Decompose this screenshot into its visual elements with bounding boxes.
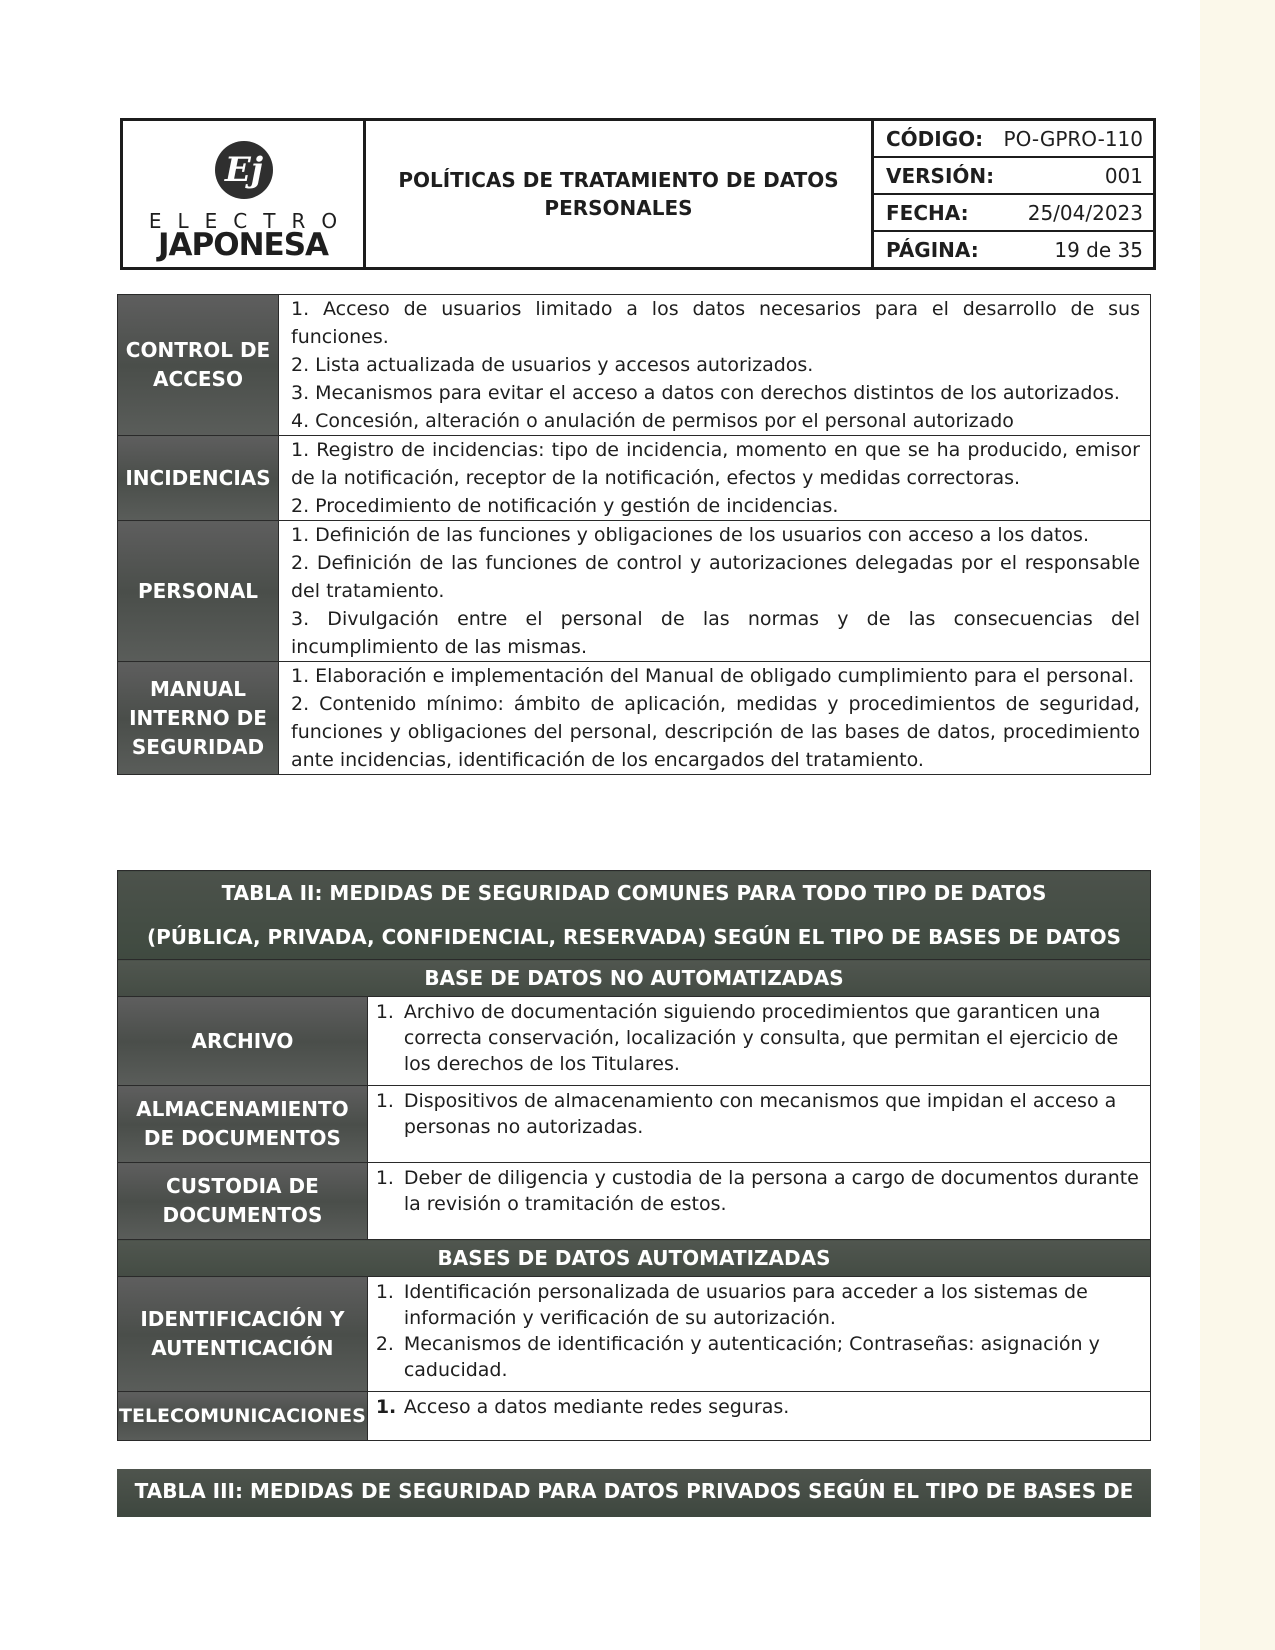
logo-electro-text: ELECTRO xyxy=(148,209,354,233)
table-row xyxy=(118,1163,1151,1240)
row-label-custodia: CUSTODIA DE DOCUMENTOS xyxy=(118,1163,368,1240)
table-title-row xyxy=(118,871,1151,960)
list-item: 3. Divulgación entre el personal de las normas y de las consecuencias del incumplimiento de las mismas. xyxy=(291,608,1140,658)
row-content xyxy=(367,1277,1150,1392)
table-row xyxy=(118,1086,1151,1163)
row-label-manual-interno: MANUAL INTERNO DE SEGURIDAD xyxy=(118,662,279,775)
meta-value: 25/04/2023 xyxy=(1027,200,1143,225)
item-number: 1. xyxy=(375,1167,394,1189)
item-text: Dispositivos de almacenamiento con mecanismos que impidan el acceso a personas no autorizadas. xyxy=(403,1090,1117,1138)
document-title: POLÍTICAS DE TRATAMIENTO DE DATOS PERSONALES xyxy=(366,121,874,267)
meta-value: PO-GPRO-110 xyxy=(1003,126,1143,151)
list-item xyxy=(376,1165,1140,1217)
list-item: 2. Definición de las funciones de control y autorizaciones delegadas por el responsable del tratamiento. xyxy=(291,552,1140,602)
item-number: 1. xyxy=(375,1396,397,1418)
logo-emblem-icon: Ej xyxy=(215,141,273,199)
meta-value: 001 xyxy=(1104,163,1143,188)
item-text: Mecanismos de identificación y autenticación; Contraseñas: asignación y caducidad. xyxy=(403,1333,1100,1381)
row-label-control-acceso: CONTROL DE ACCESO xyxy=(118,295,279,436)
meta-label: VERSIÓN: xyxy=(886,163,995,188)
row-content xyxy=(367,1163,1150,1240)
meta-label: PÁGINA: xyxy=(886,237,979,262)
list-item: 2. Contenido mínimo: ámbito de aplicación, medidas y procedimientos de seguridad, funciones y obligaciones del personal, descripción de las bases de datos, procedimiento ante incidencias, identificación de los encargados del tratamiento. xyxy=(291,693,1140,771)
table-row xyxy=(118,662,1151,775)
item-number: 1. xyxy=(375,1001,394,1023)
meta-value: 19 de 35 xyxy=(1054,237,1143,262)
list-item xyxy=(376,999,1140,1077)
meta-row-version xyxy=(874,158,1153,195)
document-header xyxy=(120,118,1156,270)
meta-label: CÓDIGO: xyxy=(886,126,984,151)
meta-row-pagina xyxy=(874,232,1153,267)
company-logo xyxy=(123,121,366,267)
row-label-personal: PERSONAL xyxy=(118,521,279,662)
row-content xyxy=(367,997,1150,1086)
document-meta xyxy=(874,121,1153,267)
row-label-archivo: ARCHIVO xyxy=(118,997,368,1086)
list-item: 1. Registro de incidencias: tipo de incidencia, momento en que se ha producido, emisor de la notificación, receptor de la notificación, efectos y medidas correctoras. xyxy=(291,439,1140,489)
section-heading: BASE DE DATOS NO AUTOMATIZADAS xyxy=(118,960,1151,997)
row-label-telecomunicaciones: TELECOMUNICACIONES xyxy=(118,1392,368,1441)
list-item xyxy=(376,1331,1140,1383)
section-row xyxy=(118,960,1151,997)
table-row xyxy=(118,1277,1151,1392)
tabla-ii xyxy=(117,870,1151,1441)
row-label-identificacion: IDENTIFICACIÓN Y AUTENTICACIÓN xyxy=(118,1277,368,1392)
list-item: 4. Concesión, alteración o anulación de permisos por el personal autorizado xyxy=(291,410,1014,432)
logo-japonesa-text: JAPONESA xyxy=(157,227,329,263)
security-measures-table-continued xyxy=(117,294,1151,775)
item-text: Archivo de documentación siguiendo procedimientos que garanticen una correcta conservación, localización y consulta, que permitan el ejercicio de los derechos de los Titulares. xyxy=(403,1001,1119,1075)
item-text: Identificación personalizada de usuarios para acceder a los sistemas de información y verificación de su autorización. xyxy=(403,1281,1088,1329)
row-label-incidencias: INCIDENCIAS xyxy=(118,436,279,521)
item-text: Acceso a datos mediante redes seguras. xyxy=(403,1396,790,1418)
section-heading: BASES DE DATOS AUTOMATIZADAS xyxy=(118,1240,1151,1277)
table-row xyxy=(118,436,1151,521)
row-content xyxy=(367,1392,1150,1441)
table-title-line: TABLA II: MEDIDAS DE SEGURIDAD COMUNES PARA TODO TIPO DE DATOS xyxy=(221,881,1047,905)
list-item: 2. Lista actualizada de usuarios y accesos autorizados. xyxy=(291,354,814,376)
list-item: 2. Procedimiento de notificación y gestión de incidencias. xyxy=(291,495,839,517)
table-row xyxy=(118,295,1151,436)
row-content xyxy=(279,521,1151,662)
table-row xyxy=(118,1392,1151,1441)
list-item xyxy=(376,1088,1140,1140)
row-content xyxy=(367,1086,1150,1163)
meta-label: FECHA: xyxy=(886,200,969,225)
meta-row-fecha xyxy=(874,195,1153,232)
page-edge-shadow xyxy=(1200,0,1275,1650)
list-item: 3. Mecanismos para evitar el acceso a datos con derechos distintos de los autorizados. xyxy=(291,382,1120,404)
section-row xyxy=(118,1240,1151,1277)
row-content xyxy=(279,295,1151,436)
row-content xyxy=(279,436,1151,521)
item-text: Deber de diligencia y custodia de la persona a cargo de documentos durante la revisión o tramitación de estos. xyxy=(403,1167,1139,1215)
row-content xyxy=(279,662,1151,775)
item-number: 2. xyxy=(375,1333,394,1355)
table-row xyxy=(118,997,1151,1086)
meta-row-codigo xyxy=(874,121,1153,158)
list-item xyxy=(376,1279,1140,1331)
list-item: 1. Definición de las funciones y obligaciones de los usuarios con acceso a los datos. xyxy=(291,524,1089,546)
list-item xyxy=(376,1394,1140,1420)
list-item: 1. Elaboración e implementación del Manual de obligado cumplimiento para el personal. xyxy=(291,665,1135,687)
tabla-iii-title: TABLA III: MEDIDAS DE SEGURIDAD PARA DATOS PRIVADOS SEGÚN EL TIPO DE BASES DE DATOS xyxy=(117,1469,1151,1517)
table-title xyxy=(118,871,1151,960)
row-label-almacenamiento: ALMACENAMIENTO DE DOCUMENTOS xyxy=(118,1086,368,1163)
list-item: 1. Acceso de usuarios limitado a los datos necesarios para el desarrollo de sus funciones. xyxy=(291,298,1140,348)
item-number: 1. xyxy=(375,1281,394,1303)
table-row xyxy=(118,521,1151,662)
table-title-line: (PÚBLICA, PRIVADA, CONFIDENCIAL, RESERVADA) SEGÚN EL TIPO DE BASES DE DATOS xyxy=(146,925,1122,949)
item-number: 1. xyxy=(375,1090,394,1112)
